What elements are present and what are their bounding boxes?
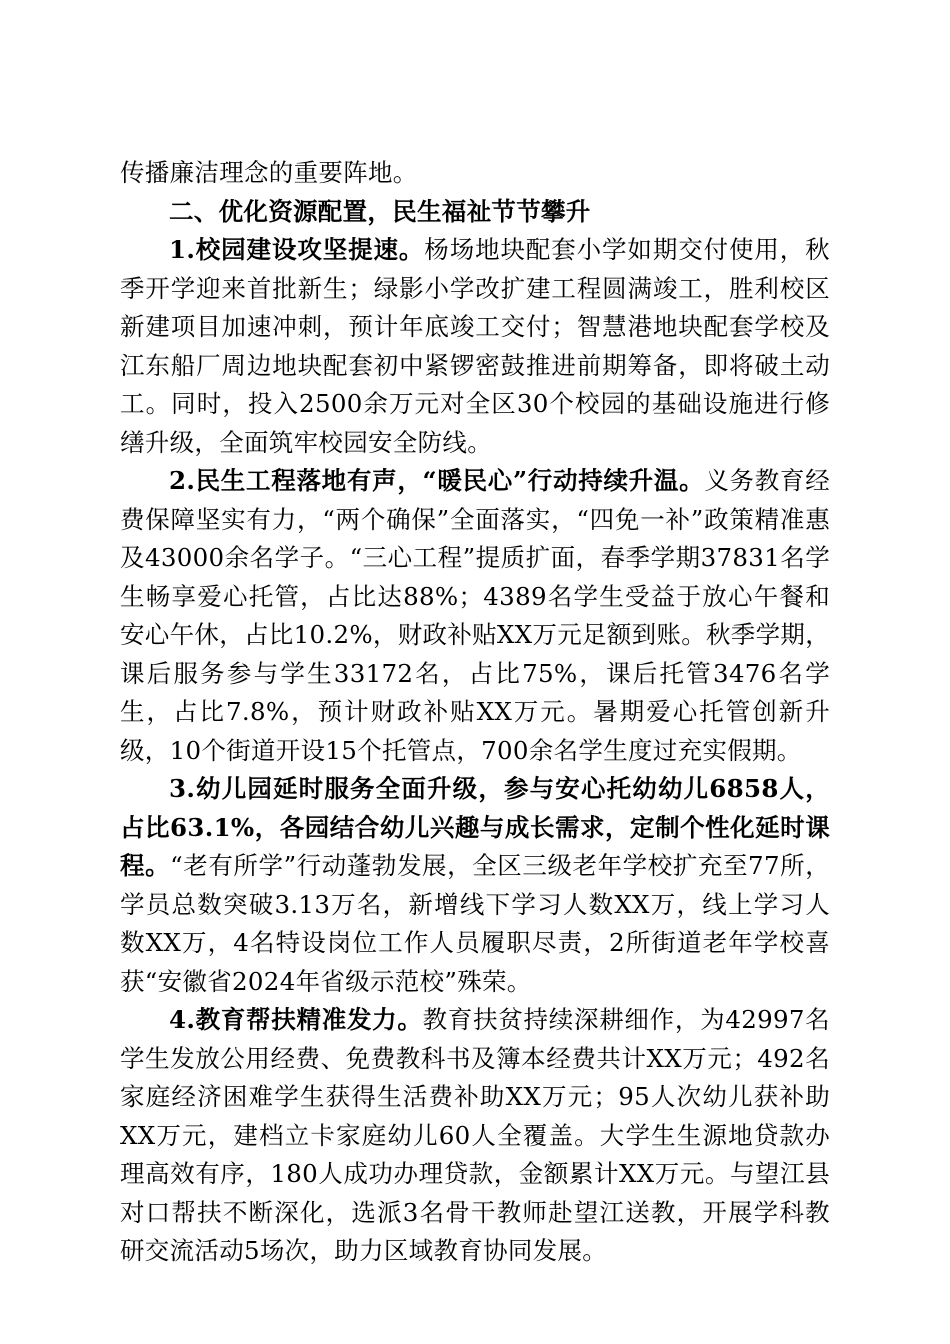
item-paragraph-4: [120, 1001, 830, 1271]
item-body-4: 教育扶贫持续深耕细作，为42997名学生发放公用经费、免费教科书及簿本经费共计XX万元；492名家庭经济困难学生获得生活费补助XX万元；95人次幼儿获补助XX万元，建档立卡家庭幼儿60人全覆盖。大学生生源地贷款办理高效有序，180人成功办理贷款，金额累计XX万元。与望江县对口帮扶不断深化，选派3名骨干教师赴望江送教，开展学科教研交流活动5场次，助力区域教育协同发展。: [120, 1005, 830, 1265]
item-lead-1: 1.校园建设攻坚提速。: [169, 235, 425, 264]
item-paragraph-1: [120, 231, 830, 462]
continuation-paragraph: 传播廉洁理念的重要阵地。: [120, 158, 418, 187]
item-body-3: “老有所学”行动蓬勃发展，全区三级老年学校扩充至77所，学员总数突破3.13万名，新增线下学习人数XX万，线上学习人数XX万，4名特设岗位工作人员履职尽责，2所街道老年学校喜获“安徽省2024年省级示范校”殊荣。: [120, 851, 830, 996]
item-body-2: 义务教育经费保障坚实有力，“两个确保”全面落实，“四免一补”政策精准惠及43000余名学子。“三心工程”提质扩面，春季学期37831名学生畅享爱心托管，占比达88%；4389名学生受益于放心午餐和安心午休，占比10.2%，财政补贴XX万元足额到账。秋季学期，课后服务参与学生33172名，占比75%，课后托管3476名学生，占比7.8%，预计财政补贴XX万元。暑期爱心托管创新升级，10个街道开设15个托管点，700余名学生度过充实假期。: [120, 466, 831, 765]
item-paragraph-2: [120, 462, 830, 770]
section-heading: 二、优化资源配置，民生福祉节节攀升: [169, 196, 591, 226]
item-paragraph-3: [120, 770, 830, 1001]
document-page: [120, 154, 830, 1271]
item-lead-3: 3.幼儿园延时服务全面升级，参与安心托幼幼儿6858人，占比63.1%，各园结合幼儿兴趣与成长需求，定制个性化延时课程。: [120, 774, 830, 880]
item-lead-4: 4.教育帮扶精准发力。: [169, 1005, 423, 1034]
item-body-1: 杨场地块配套小学如期交付使用，秋季开学迎来首批新生；绿影小学改扩建工程圆满竣工，胜利校区新建项目加速冲刺，预计年底竣工交付；智慧港地块配套学校及江东船厂周边地块配套初中紧锣密鼓推进前期筹备，即将破土动工。同时，投入2500余万元对全区30个校园的基础设施进行修缮升级，全面筑牢校园安全防线。: [120, 235, 830, 457]
item-lead-2: 2.民生工程落地有声，“暖民心”行动持续升温。: [169, 466, 705, 495]
